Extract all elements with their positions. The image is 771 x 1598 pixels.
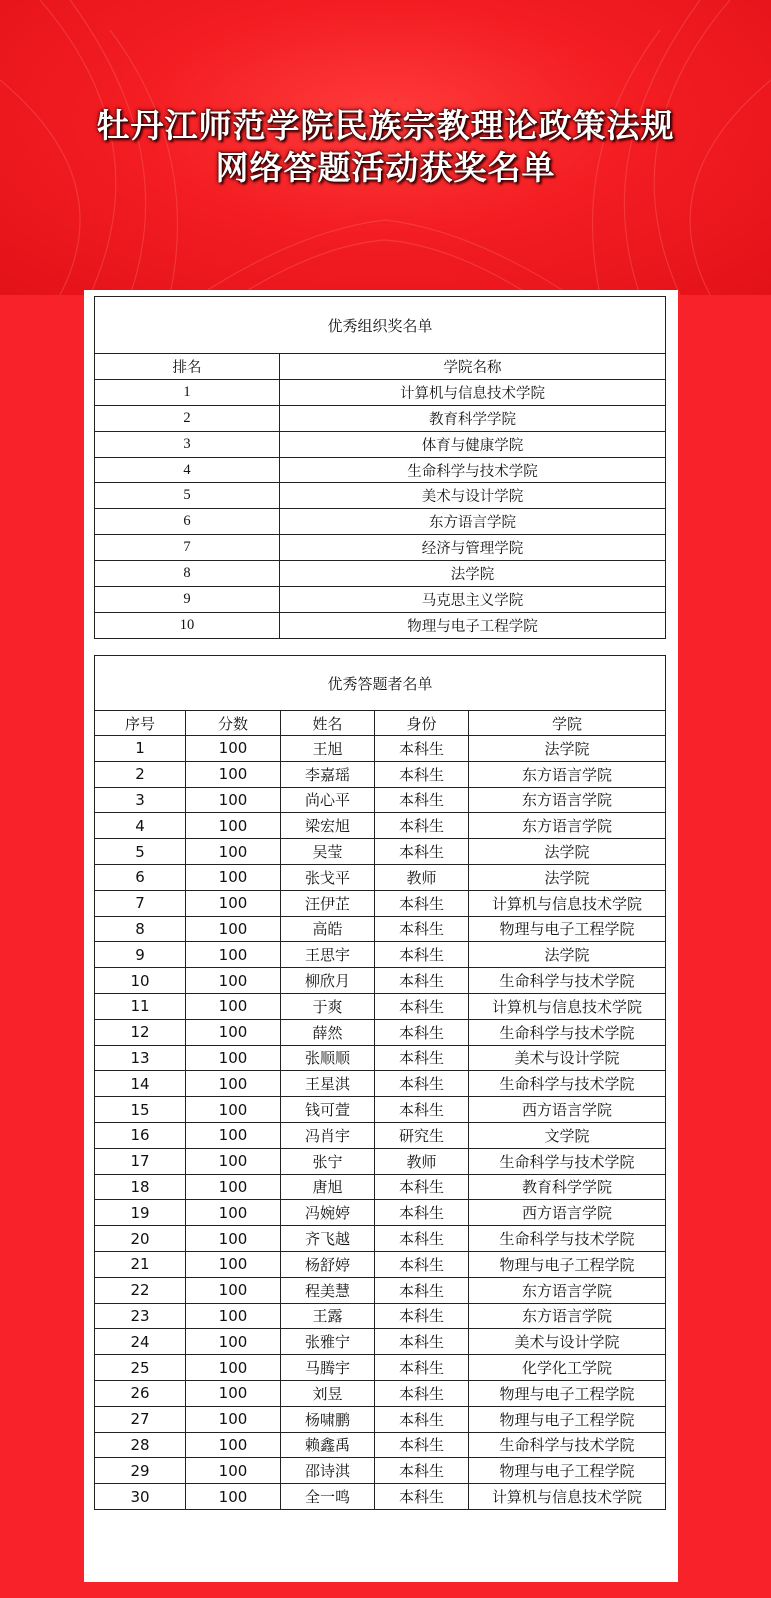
college-cell: 法学院 xyxy=(469,942,666,968)
college-cell: 生命科学与技术学院 xyxy=(469,1019,666,1045)
index-cell: 18 xyxy=(95,1174,186,1200)
table-row xyxy=(95,1484,666,1510)
name-cell: 马腾宇 xyxy=(281,1355,375,1381)
college-cell: 东方语言学院 xyxy=(469,761,666,787)
score-cell: 100 xyxy=(186,1484,281,1510)
name-cell: 张戈平 xyxy=(281,864,375,890)
role-cell: 本科生 xyxy=(375,761,469,787)
college-cell: 物理与电子工程学院 xyxy=(469,1380,666,1406)
name-cell: 汪伊芷 xyxy=(281,890,375,916)
college-name-cell: 东方语言学院 xyxy=(280,509,666,535)
college-cell: 生命科学与技术学院 xyxy=(469,1148,666,1174)
table-row xyxy=(95,942,666,968)
index-cell: 9 xyxy=(95,942,186,968)
score-cell: 100 xyxy=(186,1122,281,1148)
name-cell: 邵诗淇 xyxy=(281,1458,375,1484)
index-cell: 6 xyxy=(95,864,186,890)
name-cell: 杨舒婷 xyxy=(281,1251,375,1277)
name-cell: 王星淇 xyxy=(281,1071,375,1097)
table-row xyxy=(95,1251,666,1277)
college-cell: 法学院 xyxy=(469,864,666,890)
role-cell: 本科生 xyxy=(375,1174,469,1200)
college-cell: 生命科学与技术学院 xyxy=(469,1071,666,1097)
college-cell: 计算机与信息技术学院 xyxy=(469,993,666,1019)
table-row xyxy=(95,1122,666,1148)
role-cell: 本科生 xyxy=(375,942,469,968)
index-cell: 4 xyxy=(95,813,186,839)
score-cell: 100 xyxy=(186,1071,281,1097)
rank-cell: 1 xyxy=(95,379,280,405)
index-cell: 29 xyxy=(95,1458,186,1484)
org-award-table xyxy=(94,296,666,639)
table-row xyxy=(95,587,666,613)
college-name-cell: 经济与管理学院 xyxy=(280,535,666,561)
table-row xyxy=(95,864,666,890)
table-row xyxy=(95,509,666,535)
rank-cell: 9 xyxy=(95,587,280,613)
name-cell: 吴莹 xyxy=(281,839,375,865)
role-cell: 本科生 xyxy=(375,1432,469,1458)
role-cell: 本科生 xyxy=(375,813,469,839)
role-cell: 本科生 xyxy=(375,968,469,994)
table-row xyxy=(95,457,666,483)
role-cell: 本科生 xyxy=(375,839,469,865)
college-name-cell: 物理与电子工程学院 xyxy=(280,612,666,638)
college-cell: 法学院 xyxy=(469,839,666,865)
college-cell: 生命科学与技术学院 xyxy=(469,968,666,994)
header-banner xyxy=(0,0,771,295)
college-cell: 西方语言学院 xyxy=(469,1097,666,1123)
score-cell: 100 xyxy=(186,1226,281,1252)
role-cell: 教师 xyxy=(375,864,469,890)
score-cell: 100 xyxy=(186,968,281,994)
table-row xyxy=(95,1200,666,1226)
rank-cell: 3 xyxy=(95,431,280,457)
index-cell: 14 xyxy=(95,1071,186,1097)
answerers-header-cell: 学院 xyxy=(469,711,666,736)
rank-cell: 10 xyxy=(95,612,280,638)
answerers-header-cell: 姓名 xyxy=(281,711,375,736)
name-cell: 于爽 xyxy=(281,993,375,1019)
rank-cell: 8 xyxy=(95,561,280,587)
table-row xyxy=(95,405,666,431)
table-row xyxy=(95,431,666,457)
college-cell: 物理与电子工程学院 xyxy=(469,916,666,942)
score-cell: 100 xyxy=(186,1148,281,1174)
index-cell: 13 xyxy=(95,1045,186,1071)
index-cell: 21 xyxy=(95,1251,186,1277)
table-row xyxy=(95,1432,666,1458)
score-cell: 100 xyxy=(186,761,281,787)
role-cell: 本科生 xyxy=(375,1329,469,1355)
table-row xyxy=(95,379,666,405)
role-cell: 本科生 xyxy=(375,1458,469,1484)
index-cell: 19 xyxy=(95,1200,186,1226)
name-cell: 梁宏旭 xyxy=(281,813,375,839)
table-row xyxy=(95,1458,666,1484)
answerers-header-cell: 序号 xyxy=(95,711,186,736)
table-row xyxy=(95,1355,666,1381)
college-cell: 物理与电子工程学院 xyxy=(469,1251,666,1277)
org-award-header-cell: 排名 xyxy=(95,354,280,380)
role-cell: 本科生 xyxy=(375,1019,469,1045)
name-cell: 柳欣月 xyxy=(281,968,375,994)
index-cell: 17 xyxy=(95,1148,186,1174)
index-cell: 23 xyxy=(95,1303,186,1329)
table-row xyxy=(95,787,666,813)
index-cell: 20 xyxy=(95,1226,186,1252)
name-cell: 程美慧 xyxy=(281,1277,375,1303)
role-cell: 本科生 xyxy=(375,1406,469,1432)
name-cell: 薛然 xyxy=(281,1019,375,1045)
index-cell: 24 xyxy=(95,1329,186,1355)
role-cell: 研究生 xyxy=(375,1122,469,1148)
table-row xyxy=(95,1277,666,1303)
score-cell: 100 xyxy=(186,1045,281,1071)
index-cell: 8 xyxy=(95,916,186,942)
role-cell: 本科生 xyxy=(375,1071,469,1097)
score-cell: 100 xyxy=(186,1458,281,1484)
role-cell: 本科生 xyxy=(375,1303,469,1329)
index-cell: 10 xyxy=(95,968,186,994)
table-row xyxy=(95,483,666,509)
college-name-cell: 计算机与信息技术学院 xyxy=(280,379,666,405)
score-cell: 100 xyxy=(186,916,281,942)
rank-cell: 2 xyxy=(95,405,280,431)
answerers-caption: 优秀答题者名单 xyxy=(95,656,666,711)
role-cell: 本科生 xyxy=(375,890,469,916)
score-cell: 100 xyxy=(186,1174,281,1200)
college-cell: 教育科学学院 xyxy=(469,1174,666,1200)
score-cell: 100 xyxy=(186,1019,281,1045)
role-cell: 本科生 xyxy=(375,993,469,1019)
college-name-cell: 美术与设计学院 xyxy=(280,483,666,509)
name-cell: 冯肖宇 xyxy=(281,1122,375,1148)
college-cell: 计算机与信息技术学院 xyxy=(469,1484,666,1510)
score-cell: 100 xyxy=(186,890,281,916)
table-row xyxy=(95,890,666,916)
score-cell: 100 xyxy=(186,942,281,968)
name-cell: 冯婉婷 xyxy=(281,1200,375,1226)
score-cell: 100 xyxy=(186,736,281,762)
name-cell: 钱可萱 xyxy=(281,1097,375,1123)
college-name-cell: 法学院 xyxy=(280,561,666,587)
score-cell: 100 xyxy=(186,1200,281,1226)
rank-cell: 7 xyxy=(95,535,280,561)
table-row xyxy=(95,1097,666,1123)
table-row xyxy=(95,1329,666,1355)
name-cell: 齐飞越 xyxy=(281,1226,375,1252)
table-row xyxy=(95,1071,666,1097)
name-cell: 张顺顺 xyxy=(281,1045,375,1071)
score-cell: 100 xyxy=(186,1432,281,1458)
role-cell: 本科生 xyxy=(375,1097,469,1123)
index-cell: 12 xyxy=(95,1019,186,1045)
index-cell: 5 xyxy=(95,839,186,865)
name-cell: 高皓 xyxy=(281,916,375,942)
table-row xyxy=(95,968,666,994)
name-cell: 刘昱 xyxy=(281,1380,375,1406)
college-name-cell: 教育科学学院 xyxy=(280,405,666,431)
table-row xyxy=(95,535,666,561)
index-cell: 7 xyxy=(95,890,186,916)
table-row xyxy=(95,1045,666,1071)
table-row xyxy=(95,916,666,942)
table-row xyxy=(95,761,666,787)
name-cell: 尚心平 xyxy=(281,787,375,813)
table-row xyxy=(95,1148,666,1174)
college-cell: 西方语言学院 xyxy=(469,1200,666,1226)
role-cell: 本科生 xyxy=(375,736,469,762)
score-cell: 100 xyxy=(186,1277,281,1303)
role-cell: 本科生 xyxy=(375,1251,469,1277)
index-cell: 25 xyxy=(95,1355,186,1381)
role-cell: 本科生 xyxy=(375,1380,469,1406)
org-award-header-cell: 学院名称 xyxy=(280,354,666,380)
name-cell: 全一鸣 xyxy=(281,1484,375,1510)
role-cell: 本科生 xyxy=(375,916,469,942)
table-row xyxy=(95,1303,666,1329)
score-cell: 100 xyxy=(186,1355,281,1381)
college-cell: 计算机与信息技术学院 xyxy=(469,890,666,916)
score-cell: 100 xyxy=(186,787,281,813)
college-cell: 化学化工学院 xyxy=(469,1355,666,1381)
index-cell: 2 xyxy=(95,761,186,787)
score-cell: 100 xyxy=(186,839,281,865)
table-row xyxy=(95,561,666,587)
name-cell: 赖鑫禹 xyxy=(281,1432,375,1458)
index-cell: 1 xyxy=(95,736,186,762)
index-cell: 26 xyxy=(95,1380,186,1406)
score-cell: 100 xyxy=(186,1251,281,1277)
college-cell: 美术与设计学院 xyxy=(469,1329,666,1355)
rank-cell: 4 xyxy=(95,457,280,483)
name-cell: 张雅宁 xyxy=(281,1329,375,1355)
index-cell: 15 xyxy=(95,1097,186,1123)
college-cell: 东方语言学院 xyxy=(469,1277,666,1303)
college-name-cell: 生命科学与技术学院 xyxy=(280,457,666,483)
table-row xyxy=(95,993,666,1019)
name-cell: 王露 xyxy=(281,1303,375,1329)
score-cell: 100 xyxy=(186,813,281,839)
score-cell: 100 xyxy=(186,864,281,890)
role-cell: 本科生 xyxy=(375,1200,469,1226)
college-cell: 物理与电子工程学院 xyxy=(469,1406,666,1432)
role-cell: 教师 xyxy=(375,1148,469,1174)
table-row xyxy=(95,839,666,865)
table-row xyxy=(95,612,666,638)
role-cell: 本科生 xyxy=(375,1226,469,1252)
page-title-line-1: 牡丹江师范学院民族宗教理论政策法规 xyxy=(96,106,675,145)
table-row xyxy=(95,813,666,839)
score-cell: 100 xyxy=(186,1329,281,1355)
index-cell: 11 xyxy=(95,993,186,1019)
name-cell: 李嘉瑶 xyxy=(281,761,375,787)
role-cell: 本科生 xyxy=(375,787,469,813)
org-award-caption: 优秀组织奖名单 xyxy=(95,297,666,354)
college-cell: 生命科学与技术学院 xyxy=(469,1226,666,1252)
college-cell: 生命科学与技术学院 xyxy=(469,1432,666,1458)
score-cell: 100 xyxy=(186,993,281,1019)
page-title-line-2: 网络答题活动获奖名单 xyxy=(215,148,556,187)
table-row xyxy=(95,1406,666,1432)
name-cell: 杨啸鹏 xyxy=(281,1406,375,1432)
score-cell: 100 xyxy=(186,1303,281,1329)
index-cell: 30 xyxy=(95,1484,186,1510)
college-cell: 美术与设计学院 xyxy=(469,1045,666,1071)
index-cell: 28 xyxy=(95,1432,186,1458)
college-cell: 东方语言学院 xyxy=(469,787,666,813)
name-cell: 王思宇 xyxy=(281,942,375,968)
table-row xyxy=(95,1226,666,1252)
index-cell: 3 xyxy=(95,787,186,813)
role-cell: 本科生 xyxy=(375,1484,469,1510)
college-cell: 东方语言学院 xyxy=(469,1303,666,1329)
table-row xyxy=(95,736,666,762)
index-cell: 27 xyxy=(95,1406,186,1432)
role-cell: 本科生 xyxy=(375,1277,469,1303)
name-cell: 张宁 xyxy=(281,1148,375,1174)
college-cell: 东方语言学院 xyxy=(469,813,666,839)
college-name-cell: 体育与健康学院 xyxy=(280,431,666,457)
role-cell: 本科生 xyxy=(375,1355,469,1381)
table-row xyxy=(95,1380,666,1406)
college-name-cell: 马克思主义学院 xyxy=(280,587,666,613)
score-cell: 100 xyxy=(186,1406,281,1432)
role-cell: 本科生 xyxy=(375,1045,469,1071)
answerers-header-cell: 身份 xyxy=(375,711,469,736)
answerers-header-cell: 分数 xyxy=(186,711,281,736)
college-cell: 法学院 xyxy=(469,736,666,762)
index-cell: 22 xyxy=(95,1277,186,1303)
rank-cell: 5 xyxy=(95,483,280,509)
college-cell: 文学院 xyxy=(469,1122,666,1148)
name-cell: 唐旭 xyxy=(281,1174,375,1200)
answerers-table xyxy=(94,655,666,1510)
table-row xyxy=(95,1019,666,1045)
rank-cell: 6 xyxy=(95,509,280,535)
table-row xyxy=(95,1174,666,1200)
score-cell: 100 xyxy=(186,1380,281,1406)
index-cell: 16 xyxy=(95,1122,186,1148)
results-card xyxy=(84,290,678,1582)
name-cell: 王旭 xyxy=(281,736,375,762)
score-cell: 100 xyxy=(186,1097,281,1123)
college-cell: 物理与电子工程学院 xyxy=(469,1458,666,1484)
